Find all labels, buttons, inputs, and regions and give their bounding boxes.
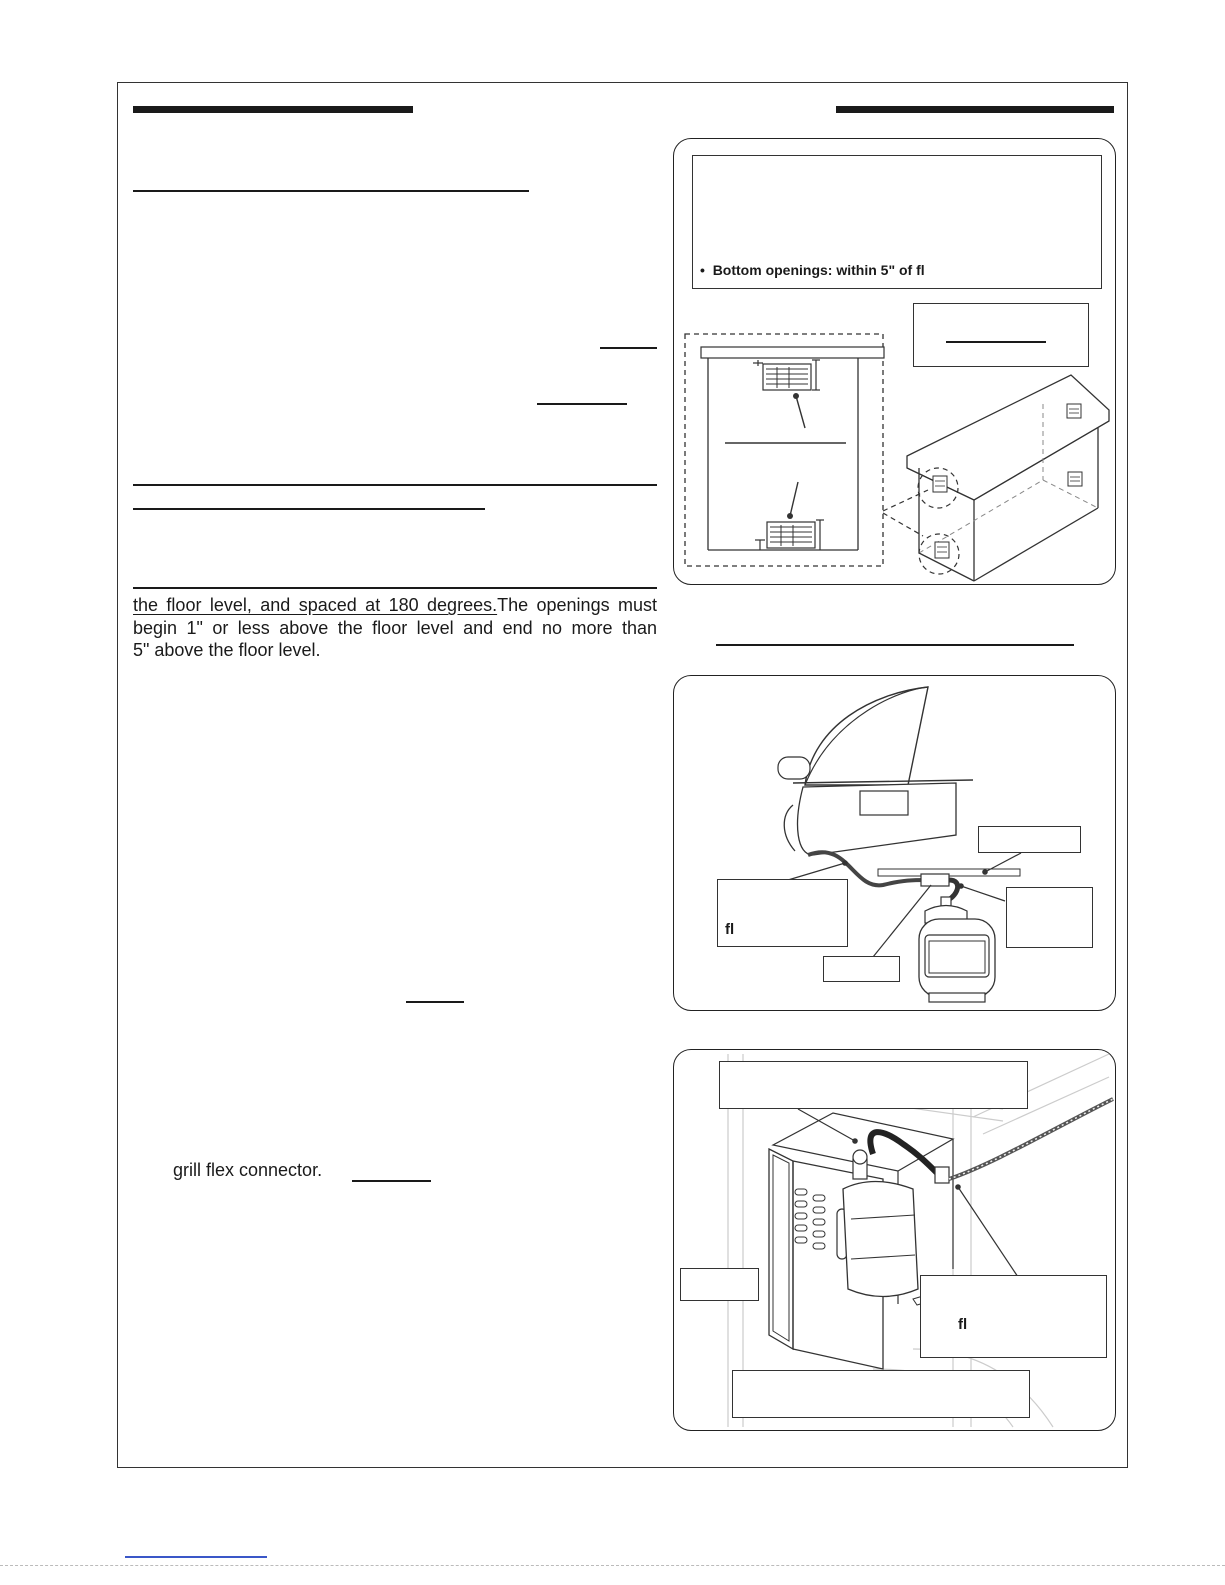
propane-tank-icon [919, 897, 995, 1002]
paragraph-text: The openings must [497, 595, 657, 615]
connector-text: grill flex connector. [173, 1160, 323, 1180]
header-bar-left [133, 106, 413, 113]
bottom-vent-icon [767, 522, 815, 548]
hose-label-text: fl [725, 921, 735, 938]
underline-rule [600, 347, 657, 349]
underline-rule [133, 508, 485, 510]
bottom-callout-box [732, 1370, 1030, 1418]
underline-rule [537, 403, 627, 405]
page-bottom-divider [0, 1565, 1225, 1566]
bullet-text: Bottom openings: within 5" of fl [712, 262, 925, 278]
underline-rule [133, 484, 657, 486]
regulator-label-box [1006, 887, 1093, 948]
ventilation-bullet: • Bottom openings: within 5" of fl [700, 262, 925, 278]
supply-line-callout-box [920, 1275, 1107, 1358]
drawer-callout-box [680, 1268, 759, 1301]
top-vent-icon [763, 364, 811, 390]
underlined-requirement: the floor level, and spaced at 180 degrees. [133, 595, 498, 615]
grill-label-box [978, 826, 1081, 853]
hose-label-box [717, 879, 848, 947]
underline-rule [406, 1001, 464, 1003]
footer-link-underline[interactable] [125, 1556, 267, 1558]
underline-rule [352, 1180, 431, 1182]
supply-line-text: fl [958, 1316, 968, 1333]
paragraph-text: 5" above the floor level. [133, 640, 321, 660]
underline-rule [133, 190, 529, 192]
tank-label-box [823, 956, 900, 982]
enclosure-callout-box [719, 1061, 1028, 1109]
ventilation-diagram [673, 138, 1116, 585]
figure-title-rule [716, 644, 1074, 646]
paragraph-text: begin 1" or less above the floor level and end no more than [133, 617, 657, 638]
underline-rule [133, 587, 657, 589]
ventilation-paragraph [133, 594, 657, 662]
header-bar-right [836, 106, 1114, 113]
